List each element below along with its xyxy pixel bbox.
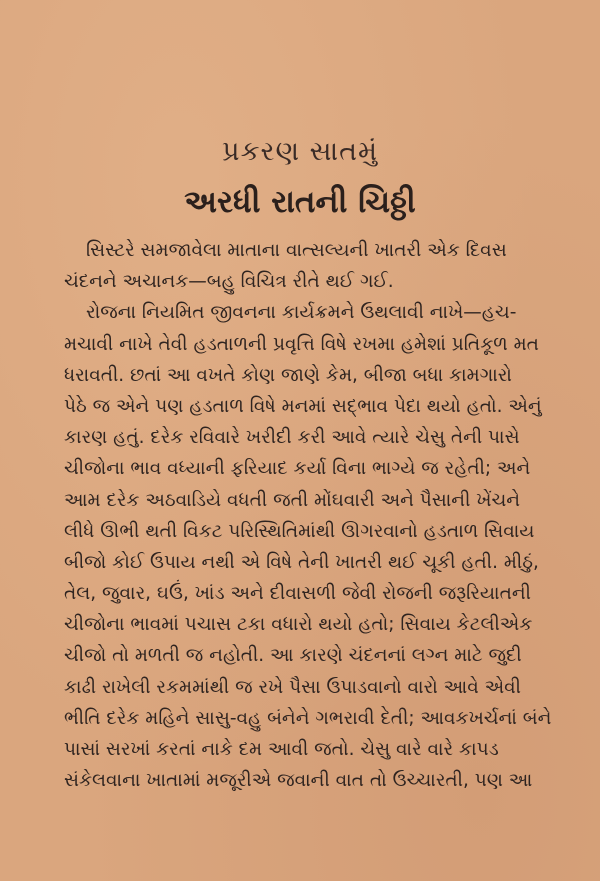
chapter-heading: પ્રકરણ સાતમું xyxy=(221,136,379,167)
text-line: ભીતિ દરેક મહિને સાસુ-વહુ બંનેને ગભરાવી દેતી; આવકખર્ચનાં બંને xyxy=(64,707,552,729)
text-line: કાઢી રાખેલી રકમમાંથી જ રખે પૈસા ઉપાડવાનો વારો આવે એવી xyxy=(64,676,521,698)
text-line: આમ દરેક અઠવાડિયે વધતી જતી મોંઘવારી અને પૈસાની ખેંચને xyxy=(64,489,521,511)
text-line: સિસ્ટરે સમજાવેલા માતાના વાત્સલ્યની ખાતરી એક દિવસ xyxy=(86,240,507,261)
text-line: રોજના નિયમિત જીવનના કાર્યક્રમને ઉથલાવી નાખે—હચ- xyxy=(86,302,517,324)
text-line: પાસાં સરખાં કરતાં નાકે દમ આવી જતો. ચેસુ વારે વારે કાપડ xyxy=(64,739,499,760)
text-line: તેલ, જુવાર, ઘઉં, ખાંડ અને દીવાસળી જેવી રોજની જરૂરિયાતની xyxy=(64,583,531,605)
text-line: કારણ હતું. દરેક રવિવારે ખરીદી કરી આવે ત્યારે ચેસુ તેની પાસે xyxy=(64,427,520,449)
text-line: મચાવી નાખે તેવી હડતાળની પ્રવૃત્તિ વિષે રખમા હમેશાં પ્રતિકૂળ મત xyxy=(64,333,539,355)
chapter-title: અરધી રાતની ચિઠ્ઠી xyxy=(184,184,416,220)
text-line: પેઠે જ એને પણ હડતાળ વિષે મનમાં સદ્ભાવ પેદા થયો હતો. એનું xyxy=(64,395,542,417)
body-text xyxy=(64,235,552,796)
text-line: સંકેલવાના ખાતામાં મજૂરીએ જવાની વાત તો ઉચ્ચારતી, પણ આ xyxy=(64,770,533,792)
text-line: લીધે ઊભી થતી વિકટ પરિસ્થિતિમાંથી ઊગરવાનો હડતાળ સિવાય xyxy=(64,520,535,542)
text-line: ચંદનને અચાનક—બહુ વિચિત્ર રીતે થઈ ગઈ. xyxy=(64,271,394,293)
text-line: ચીજોના ભાવમાં પચાસ ટકા વધારો થયો હતો; સિવાય કેટલીએક xyxy=(64,614,533,636)
text-line: ચીજો તો મળતી જ નહોતી. આ કારણે ચંદનનાં લગ્ન માટે જુદી xyxy=(64,645,522,667)
text-line: બીજો કોઈ ઉપાય નથી એ વિષે તેની ખાતરી થઈ ચૂકી હતી. મીઠું, xyxy=(64,551,539,573)
text-line: ચીજોના ભાવ વધ્યાની ફરિયાદ કર્યા વિના ભાગ્યે જ રહેતી; અને xyxy=(64,458,531,480)
text-line: ધરાવતી. છતાં આ વખતે કોણ જાણે કેમ, બીજા બધા કામગારો xyxy=(64,364,512,386)
